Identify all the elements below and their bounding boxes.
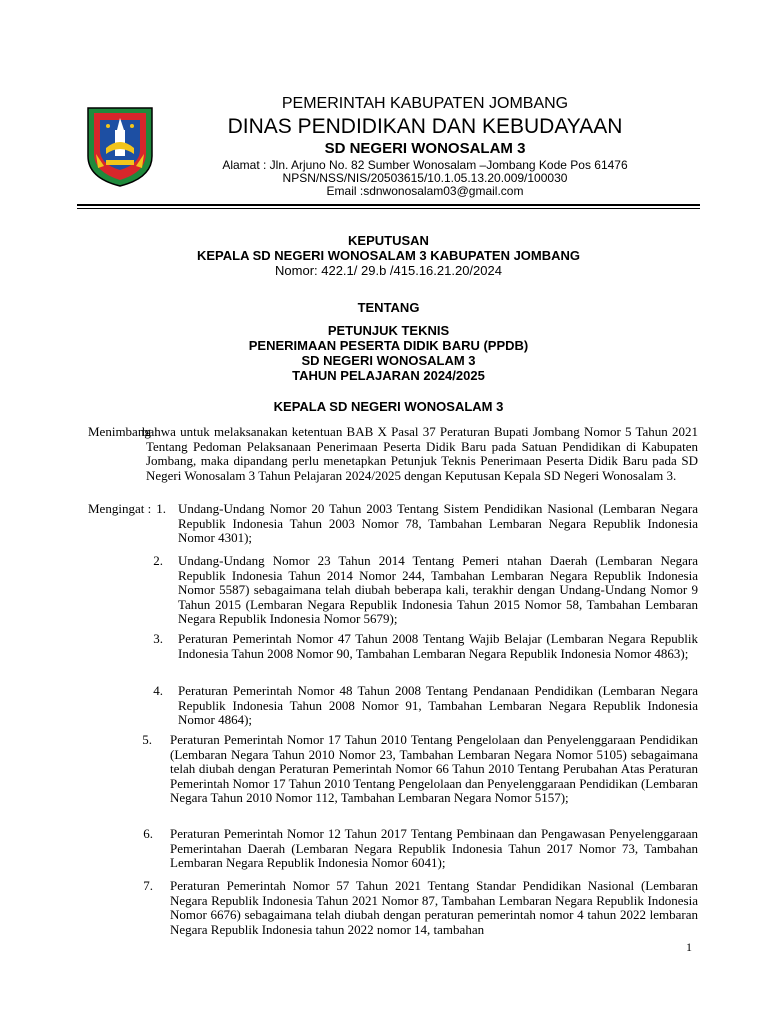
letterhead: [160, 94, 690, 198]
list-item-number: 1.: [156, 501, 166, 516]
list-item: Peraturan Pemerintah Nomor 17 Tahun 2010 Tentang Pengelolaan dan Penyelenggaraan Pendidikan (Lembaran Negara Tahun 2010 Nomor 23, Tambahan Lembaran Negara Nomor 5105) sebagaimana telah diubah dengan Peraturan Pemerintah Nomor 66 Tahun 2010 Tentang Perubahan Atas Peraturan Pemerintah Nomor 17 Tahun 2010 Tentang Pengelolaan dan Penyelenggaraan Pendidikan (Lembaran Negara Tahun 2010 Nomor 112, Tambahan Lembaran Negara Nomor 5157);: [170, 732, 698, 806]
list-item-number: 4.: [153, 683, 163, 698]
list-item-number: 7.: [143, 878, 153, 893]
subject-line-2: PENERIMAAN PESERTA DIDIK BARU (PPDB): [248, 338, 529, 353]
letterhead-school: SD NEGERI WONOSALAM 3: [324, 140, 526, 157]
letterhead-rule-thin: [77, 208, 700, 209]
list-item-number: 3.: [153, 631, 163, 646]
jombang-emblem-icon: [84, 104, 156, 188]
letterhead-government: PEMERINTAH KABUPATEN JOMBANG: [281, 95, 569, 112]
list-item: Peraturan Pemerintah Nomor 57 Tahun 2021 Tentang Standar Pendidikan Nasional (Lembaran Negara Republik Indonesia Tahun 2021 Nomor 87, Tambahan Lembaran Negara Republik Indonesia Nomor 6676) sebagaimana telah diubah dengan peraturan pemerintah nomor 4 tahun 2022 lembaran Negara Republik Indonesia tahun 2022 nomor 14, tambahan: [170, 878, 698, 937]
letterhead-rule-thick: [77, 204, 700, 206]
subject-line-4: TAHUN PELAJARAN 2024/2025: [292, 368, 485, 383]
letterhead-email: Email :sdnwonosalam03@gmail.com: [326, 184, 524, 198]
decree-title: KEPUTUSAN: [348, 233, 429, 248]
list-item-number: 2.: [153, 553, 163, 568]
list-item: Undang-Undang Nomor 23 Tahun 2014 Tentang Pemeri ntahan Daerah (Lembaran Negara Republik Indonesia Tahun 2014 Nomor 244, Tambahan Lembaran Negara Republik Indonesia Nomor 5587) sebagaimana telah diubah beberapa kali, terakhir dengan Undang-Undang Nomor 9 Tahun 2015 (Lembaran Negara Republik Indonesia Tahun 2015 Nomor 58, Tambahan Lembaran Negara Republik Indonesia Nomor 5679);: [178, 553, 698, 627]
list-item: Peraturan Pemerintah Nomor 47 Tahun 2008 Tentang Wajib Belajar (Lembaran Negara Republik Indonesia Tahun 2008 Nomor 90, Tambahan Lembaran Negara Republik Indonesia Nomor 4863);: [178, 631, 698, 661]
decree-issuer: KEPALA SD NEGERI WONOSALAM 3 KABUPATEN JOMBANG: [196, 248, 581, 263]
subject-line-1: PETUNJUK TEKNIS: [327, 323, 450, 338]
menimbang-text: bahwa untuk melaksanakan ketentuan BAB X Pasal 37 Peraturan Bupati Jombang Nomor 5 Tahun 2021 Tentang Pedoman Pelaksanaan Penerimaan Peserta Didik Baru pada Satuan Pendidikan di Kabupaten Jombang, maka dipandang perlu menetapkan Petunjuk Teknis Penerimaan Peserta Didik Baru pada SD Negeri Wonosalam 3 Tahun Pelajaran 2024/2025 dengan Keputusan Kepala SD Negeri Wonosalam 3.: [142, 424, 698, 483]
decree-signer: KEPALA SD NEGERI WONOSALAM 3: [273, 399, 504, 414]
menimbang-label: Menimbang :: [88, 424, 158, 439]
mengingat-label: Mengingat :: [88, 501, 152, 516]
list-item: Peraturan Pemerintah Nomor 48 Tahun 2008 Tentang Pendanaan Pendidikan (Lembaran Negara Republik Indonesia Tahun 2008 Nomor 91, Tambahan Lembaran Negara Republik Indonesia Nomor 4864);: [178, 683, 698, 728]
decree-about: TENTANG: [357, 300, 420, 315]
letterhead-address: Alamat : Jln. Arjuno No. 82 Sumber Wonosalam –Jombang Kode Pos 61476: [222, 158, 628, 172]
list-item: Undang-Undang Nomor 20 Tahun 2003 Tentang Sistem Pendidikan Nasional (Lembaran Negara Republik Indonesia Tahun 2003 Nomor 78, Tambahan Lembaran Negara Republik Indonesia Nomor 4301);: [178, 501, 698, 546]
letterhead-department: DINAS PENDIDIKAN DAN KEBUDAYAAN: [227, 115, 623, 138]
subject-line-3: SD NEGERI WONOSALAM 3: [301, 353, 476, 368]
letterhead-ids: NPSN/NSS/NIS/20503615/10.1.05.13.20.009/100030: [282, 171, 568, 185]
page-number: 1: [686, 940, 692, 954]
decree-number: Nomor: 422.1/ 29.b /415.16.21.20/2024: [275, 263, 502, 278]
list-item: Peraturan Pemerintah Nomor 12 Tahun 2017 Tentang Pembinaan dan Pengawasan Penyelenggaraan Pemerintahan Daerah (Lembaran Negara Republik Indonesia Tahun 2017 Nomor 73, Tambahan Lembaran Negara Republik Indonesia Nomor 6041);: [170, 826, 698, 871]
list-item-number: 6.: [143, 826, 153, 841]
list-item-number: 5.: [142, 732, 152, 747]
